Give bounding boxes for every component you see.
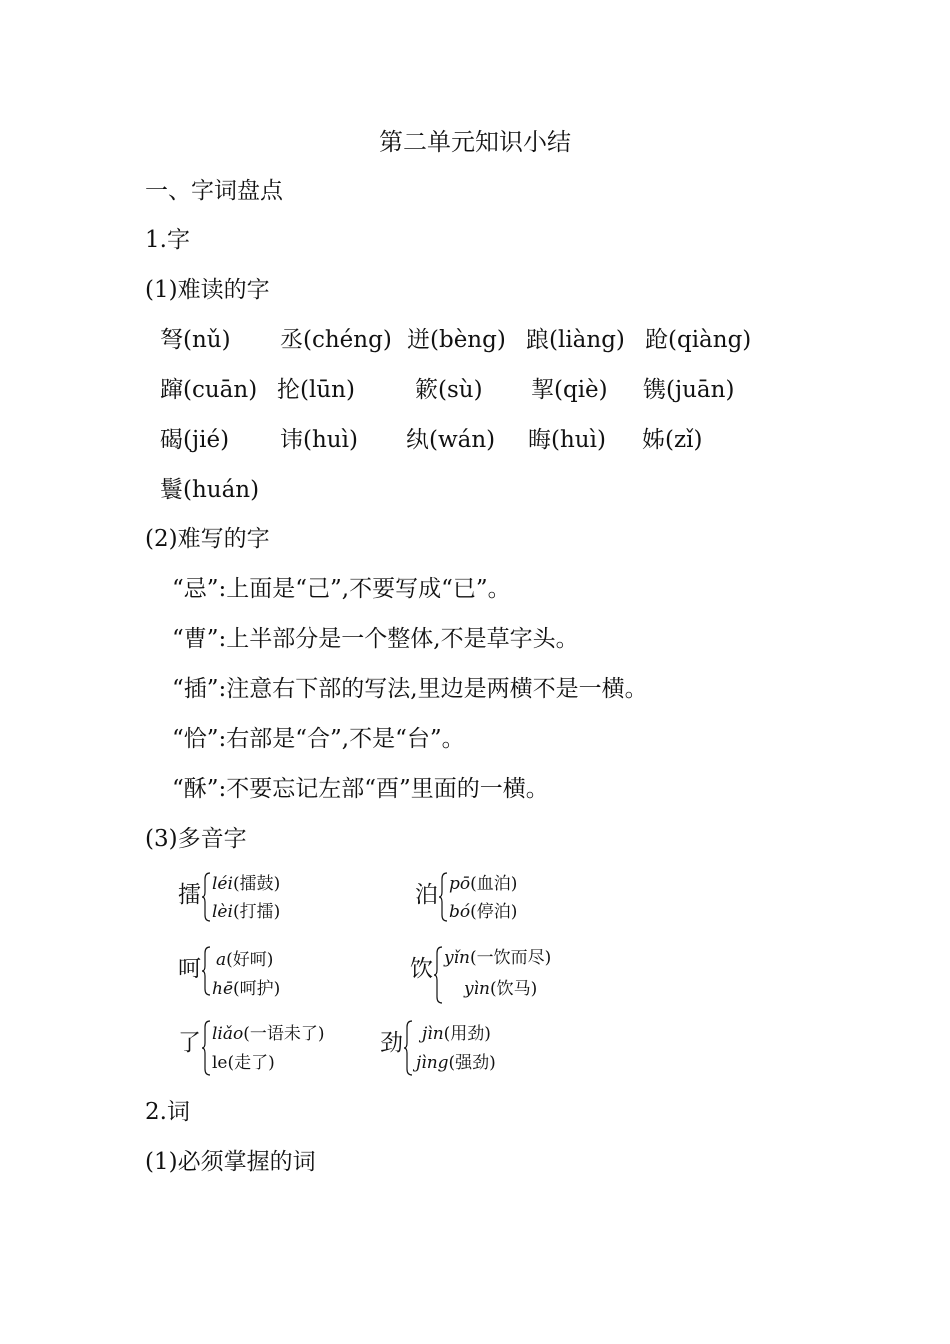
subheading-hard-to-write: (2)难写的字 (145, 526, 270, 552)
pinyin: yìn (464, 979, 490, 999)
polyphone-reading (444, 950, 551, 967)
example-word: (血泊) (470, 874, 518, 894)
hard-read-item: 晦(huì) (528, 427, 606, 453)
section-heading-words: 一、字词盘点 (145, 178, 283, 204)
pinyin: liǎo (212, 1024, 244, 1044)
hard-write-note: “曹”:上半部分是一个整体,不是草字头。 (172, 626, 579, 652)
subheading-words: 2.词 (145, 1099, 190, 1125)
pinyin: léi (212, 874, 233, 894)
pinyin: bó (449, 902, 471, 922)
hard-read-item: 鬟(huán) (160, 477, 260, 503)
polyphone-char: 饮 (410, 956, 433, 982)
pinyin: jìn (422, 1024, 444, 1044)
brace-icon (202, 1020, 212, 1076)
polyphone-char: 劲 (380, 1030, 403, 1056)
subheading-characters: 1.字 (145, 227, 190, 253)
hard-read-item: 丞(chéng) (280, 327, 392, 353)
hard-write-note: “酥”:不要忘记左部“酉”里面的一横。 (172, 776, 549, 802)
example-word: (用劲) (443, 1024, 491, 1044)
hard-read-item: 镌(juān) (643, 377, 735, 403)
polyphone-char: 呵 (178, 956, 201, 982)
polyphone-char: 泊 (415, 882, 438, 908)
brace-icon (404, 1020, 414, 1076)
example-word: (走了) (227, 1053, 275, 1073)
brace-icon (439, 872, 449, 922)
example-word: (饮马) (490, 979, 538, 999)
polyphone-reading (212, 1055, 275, 1072)
brace-icon (434, 946, 444, 1004)
polyphone-reading (464, 981, 537, 998)
polyphone-reading (212, 981, 280, 998)
pinyin: hē (212, 979, 234, 999)
subheading-hard-to-read: (1)难读的字 (145, 277, 270, 303)
hard-read-item: 挈(qiè) (531, 377, 608, 403)
pinyin: le (212, 1053, 228, 1073)
polyphone-reading (422, 1026, 491, 1043)
brace-icon (202, 872, 212, 922)
pinyin: jìng (416, 1053, 449, 1073)
hard-read-item: 弩(nǔ) (160, 327, 231, 353)
hard-read-item: 碣(jié) (160, 427, 230, 453)
polyphone-char: 了 (178, 1030, 201, 1056)
pinyin: yǐn (444, 948, 470, 968)
polyphone-reading (212, 904, 280, 921)
pinyin: lèi (212, 902, 233, 922)
hard-read-item: 簌(sù) (415, 377, 483, 403)
example-word: (停泊) (470, 902, 518, 922)
brace-icon (202, 946, 212, 996)
hard-write-note: “插”:注意右下部的写法,里边是两横不是一横。 (172, 676, 648, 702)
hard-read-item: 姊(zǐ) (642, 427, 703, 453)
pinyin: a (216, 950, 227, 970)
example-word: (打擂) (232, 902, 281, 922)
pinyin: pō (449, 874, 471, 894)
hard-read-item: 踉(liàng) (526, 327, 625, 353)
hard-read-item: 迸(bèng) (407, 327, 506, 353)
example-word: (强劲) (448, 1053, 496, 1073)
example-word: (一语未了) (243, 1024, 325, 1044)
polyphone-reading (216, 952, 273, 969)
example-word: (好呵) (226, 950, 274, 970)
example-word: (呵护) (233, 979, 281, 999)
hard-read-item: 讳(huì) (280, 427, 358, 453)
polyphone-reading (212, 876, 280, 893)
polyphone-reading (449, 904, 517, 921)
polyphone-char: 擂 (178, 882, 201, 908)
subheading-must-master: (1)必须掌握的词 (145, 1149, 316, 1175)
subheading-polyphones: (3)多音字 (145, 826, 247, 852)
page-title: 第二单元知识小结 (379, 128, 571, 156)
hard-read-item: 纨(wán) (406, 427, 496, 453)
example-word: (擂鼓) (232, 874, 281, 894)
hard-write-note: “忌”:上面是“己”,不要写成“已”。 (172, 576, 511, 602)
polyphone-reading (416, 1055, 496, 1072)
example-word: (一饮而尽) (470, 948, 552, 968)
hard-read-item: 蹿(cuān) (160, 377, 258, 403)
polyphone-reading (212, 1026, 325, 1043)
hard-read-item: 抡(lūn) (277, 377, 355, 403)
polyphone-reading (449, 876, 517, 893)
hard-read-item: 跄(qiàng) (645, 327, 752, 353)
hard-write-note: “恰”:右部是“合”,不是“台”。 (172, 726, 465, 752)
